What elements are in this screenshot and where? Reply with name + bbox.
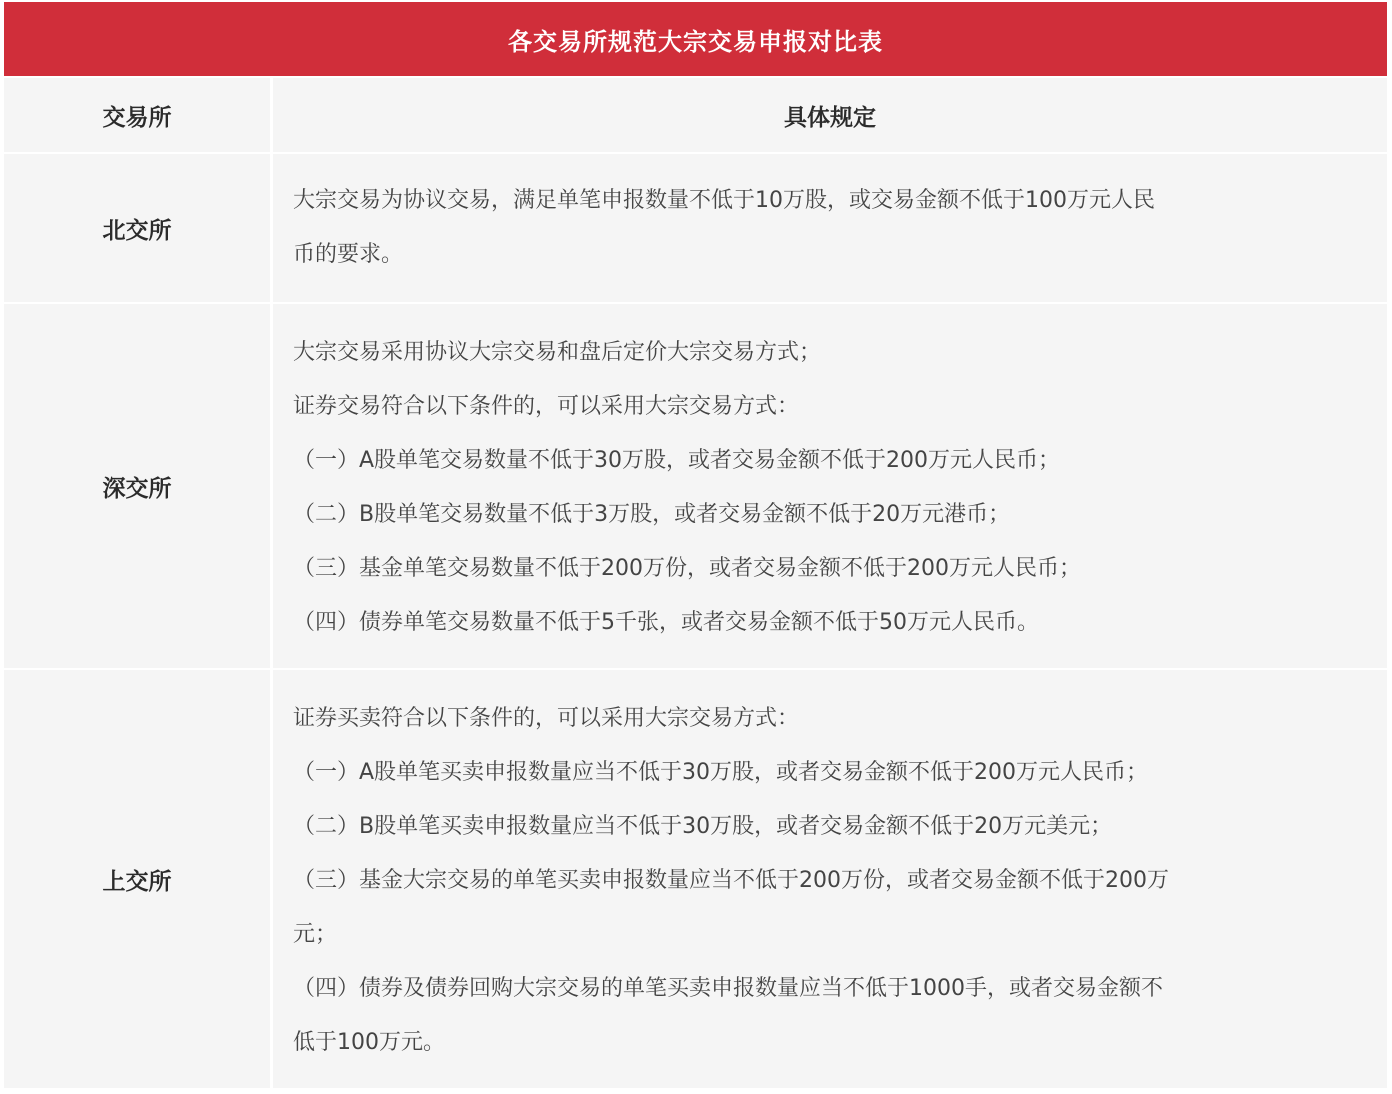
header-exchange: 交易所 <box>4 78 270 152</box>
rule-line: （二）B股单笔买卖申报数量应当不低于30万股，或者交易金额不低于20万元美元； <box>293 814 1113 839</box>
rule-line: （三）基金单笔交易数量不低于200万份，或者交易金额不低于200万元人民币； <box>293 556 1081 581</box>
rule-line: （一）A股单笔买卖申报数量应当不低于30万股，或者交易金额不低于200万元人民币； <box>293 760 1149 785</box>
rule-line: （三）基金大宗交易的单笔买卖申报数量应当不低于200万份，或者交易金额不低于200万 <box>293 868 1169 893</box>
rules-sse <box>273 670 1387 1088</box>
table-title: 各交易所规范大宗交易申报对比表 <box>4 2 1387 76</box>
rule-line: （一）A股单笔交易数量不低于30万股，或者交易金额不低于200万元人民币； <box>293 448 1061 473</box>
rule-line: 证券买卖符合以下条件的，可以采用大宗交易方式： <box>293 706 800 731</box>
rule-line: 低于100万元。 <box>293 1030 445 1055</box>
rule-line: 证券交易符合以下条件的，可以采用大宗交易方式： <box>293 394 800 419</box>
rule-line: （四）债券及债券回购大宗交易的单笔买卖申报数量应当不低于1000手，或者交易金额不 <box>293 976 1163 1001</box>
rule-line: 币的要求。 <box>293 242 404 267</box>
header-rules: 具体规定 <box>273 78 1387 152</box>
exchange-name-bse: 北交所 <box>4 154 270 302</box>
rule-line: （二）B股单笔交易数量不低于3万股，或者交易金额不低于20万元港币； <box>293 502 1011 527</box>
rules-szse <box>273 304 1387 668</box>
table-row <box>4 670 1387 1088</box>
rule-line: 大宗交易为协议交易，满足单笔申报数量不低于10万股，或交易金额不低于100万元人民 <box>293 188 1155 213</box>
rule-line: （四）债券单笔交易数量不低于5千张，或者交易金额不低于50万元人民币。 <box>293 610 1039 635</box>
rule-line: 元； <box>293 922 338 947</box>
table-row <box>4 154 1387 302</box>
rule-line: 大宗交易采用协议大宗交易和盘后定价大宗交易方式； <box>293 340 822 365</box>
exchange-name-szse: 深交所 <box>4 304 270 668</box>
table-header-row <box>4 78 1387 152</box>
rules-bse <box>273 154 1387 302</box>
comparison-table <box>4 2 1387 1088</box>
exchange-name-sse: 上交所 <box>4 670 270 1088</box>
table-row <box>4 304 1387 668</box>
